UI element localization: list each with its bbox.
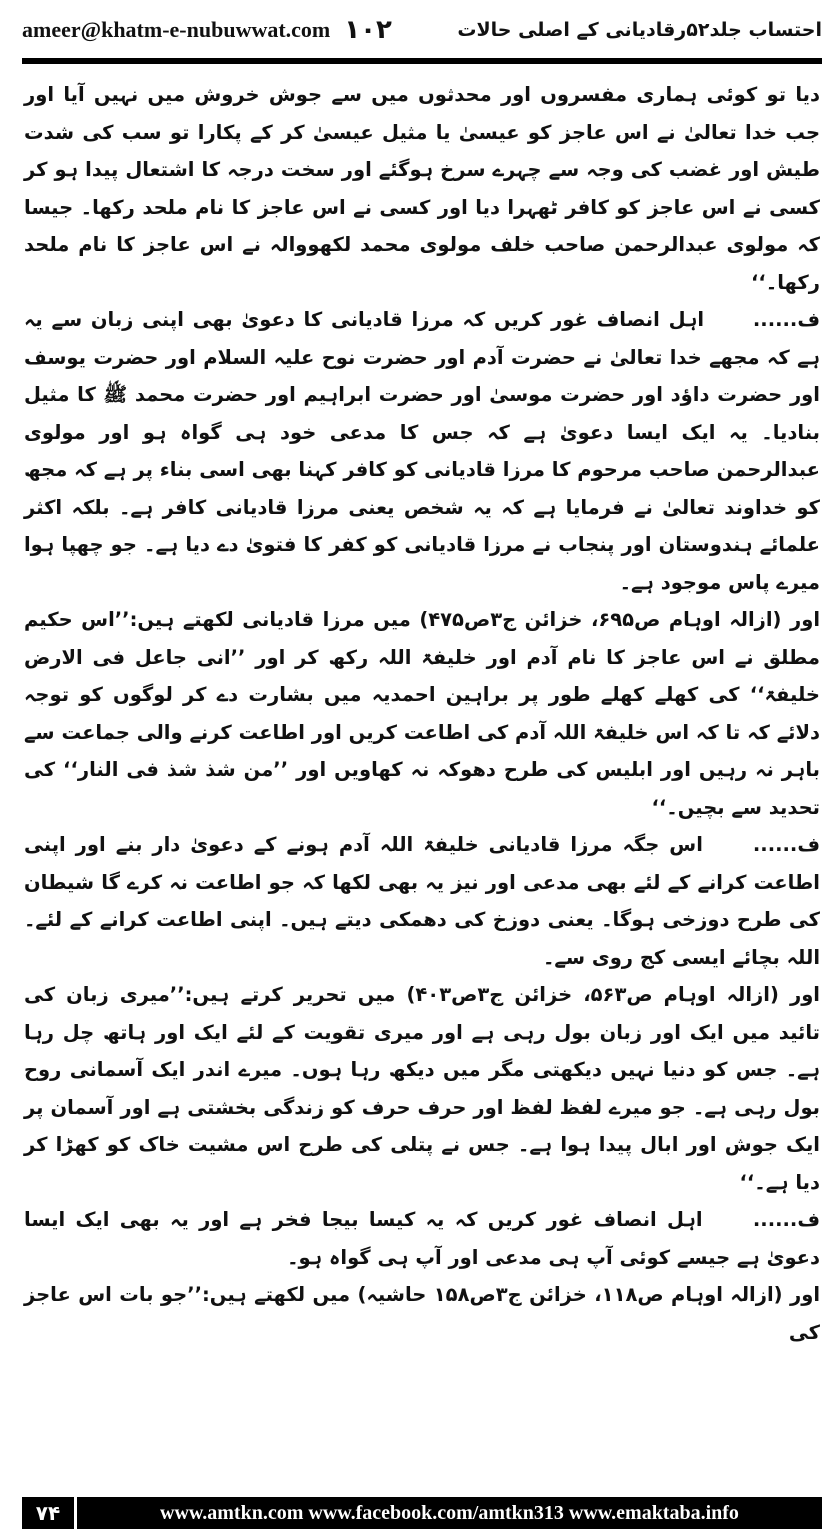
comment-marker: ف...... — [752, 833, 820, 856]
header-title: احتساب جلد۵۲رقادیانی کے اصلی حالات — [457, 19, 822, 41]
comment-marker: ف...... — [752, 1208, 820, 1231]
comment-marker: ف...... — [752, 308, 820, 331]
body-text — [24, 76, 820, 1476]
header-left — [22, 15, 392, 45]
paragraph-1: دیا تو کوئی ہماری مفسروں اور محدثوں میں سے جوش خروش میں نہیں آیا اور جب خدا تعالیٰ نے اس عاجز کو عیسیٰ یا مثیل عیسیٰ کر کے پکارا تو سب کی شدت طیش اور غضب کی وجہ سے چہرے سرخ ہوگئے اور سخت درجہ کا اشتعال پیدا ہو کر کسی نے اس عاجز کو کافر ٹھہرا دیا اور کسی نے اس عاجز کا نام ملحد رکھا۔ جیسا کہ مولوی عبدالرحمن صاحب خلف مولوی محمد لکھووالہ نے اس عاجز کا نام ملحد رکھا۔‘‘ — [24, 83, 820, 294]
footer-links: www.amtkn.com www.facebook.com/amtkn313 www.emaktaba.info — [160, 1501, 739, 1524]
header-rule — [22, 58, 822, 64]
page-header — [22, 10, 822, 50]
paragraph-5: اور (ازالہ اوہام ص۵۶۳، خزائن ج۳ص۴۰۳) میں تحریر کرتے ہیں:’’میری زبان کی تائید میں ایک اور زبان بول رہی ہے اور میری تقویت کے لئے ایک اور ہاتھ چل رہا ہے۔ جس کو دنیا نہیں دیکھتی مگر میں دیکھ رہا ہوں۔ میرے اندر ایک آسمانی روح بول رہی ہے۔ جو میرے لفظ لفظ اور حرف حرف کو زندگی بخشتی ہے اور آسمان پر ایک جوش اور ابال پیدا ہوا ہے۔ جس نے پتلی کی طرح اس مشیت خاک کو کھڑا کر دیا ہے۔‘‘ — [24, 983, 820, 1194]
paragraph-4: ف...... اس جگہ مرزا قادیانی خلیفۃ اللہ آدم ہونے کے دعویٰ دار بنے اور اپنی اطاعت کرانے کے لئے بھی مدعی اور نیز یہ بھی لکھا کہ جو اطاعت نہ کرے گا شیطان کی طرح دوزخی ہوگا۔ یعنی دوزخ کی دھمکی دیتے ہیں۔ اپنی اطاعت کرانے کے لئے۔ اللہ بچائے ایسی کج روی سے۔ — [24, 833, 820, 969]
paragraph-3: اور (ازالہ اوہام ص۶۹۵، خزائن ج۳ص۴۷۵) میں مرزا قادیانی لکھتے ہیں:’’اس حکیم مطلق نے اس عاجز کا نام آدم اور خلیفۃ اللہ رکھ کر اور ’’انی جاعل فی الارض خلیفۃ‘‘ کی کھلے کھلے طور پر براہین احمدیہ میں بشارت دے کر لوگوں کو توجہ دلائے کہ تا کہ اس خلیفۃ اللہ آدم کی اطاعت کریں اور اطاعت کرنے والی جماعت سے باہر نہ رہیں اور ابلیس کی طرح دھوکہ نہ کھاویں اور ’’من شذ شذ فی النار‘‘ کی تحدید سے بچیں۔‘‘ — [24, 608, 821, 819]
paragraph-7: اور (ازالہ اوہام ص۱۱۸، خزائن ج۳ص۱۵۸ حاشیہ) میں لکھتے ہیں:’’جو بات اس عاجز کی — [24, 1283, 821, 1344]
paragraph-2: ف...... اہل انصاف غور کریں کہ مرزا قادیانی کا دعویٰ بھی اپنی زبان سے یہ ہے کہ مجھے خدا تعالیٰ نے حضرت آدم اور حضرت نوح علیہ السلام اور حضرت یوسف اور حضرت داؤد اور حضرت موسیٰ اور حضرت ابراہیم اور حضرت محمد ﷺ کا مثیل بنادیا۔ یہ ایک ایسا دعویٰ ہے کہ جس کا مدعی خود ہی گواہ ہو اور مولوی عبدالرحمن صاحب مرحوم کا مرزا قادیانی کو کافر کہنا بھی اسی بناء پر ہے کہ مجھ کو خداوند تعالیٰ نے فرمایا ہے کہ یہ شخص یعنی مرزا قادیانی کافر ہے۔ بلکہ اکثر علمائے ہندوستان اور پنجاب نے مرزا قادیانی کو کفر کا فتویٰ دے دیا ہے۔ جو چھپا ہوا میرے پاس موجود ہے۔ — [24, 308, 820, 594]
header-email: ameer@khatm-e-nubuwwat.com — [22, 17, 331, 42]
header-page-number: ۱۰۲ — [344, 15, 392, 45]
paragraph-6: ف...... اہل انصاف غور کریں کہ یہ کیسا بیجا فخر ہے اور یہ بھی ایک ایسا دعویٰ ہے جیسے کوئی آپ ہی مدعی اور آپ ہی گواہ ہو۔ — [24, 1208, 820, 1269]
page-footer — [22, 1497, 822, 1529]
footer-page-number: ۷۴ — [22, 1497, 77, 1529]
